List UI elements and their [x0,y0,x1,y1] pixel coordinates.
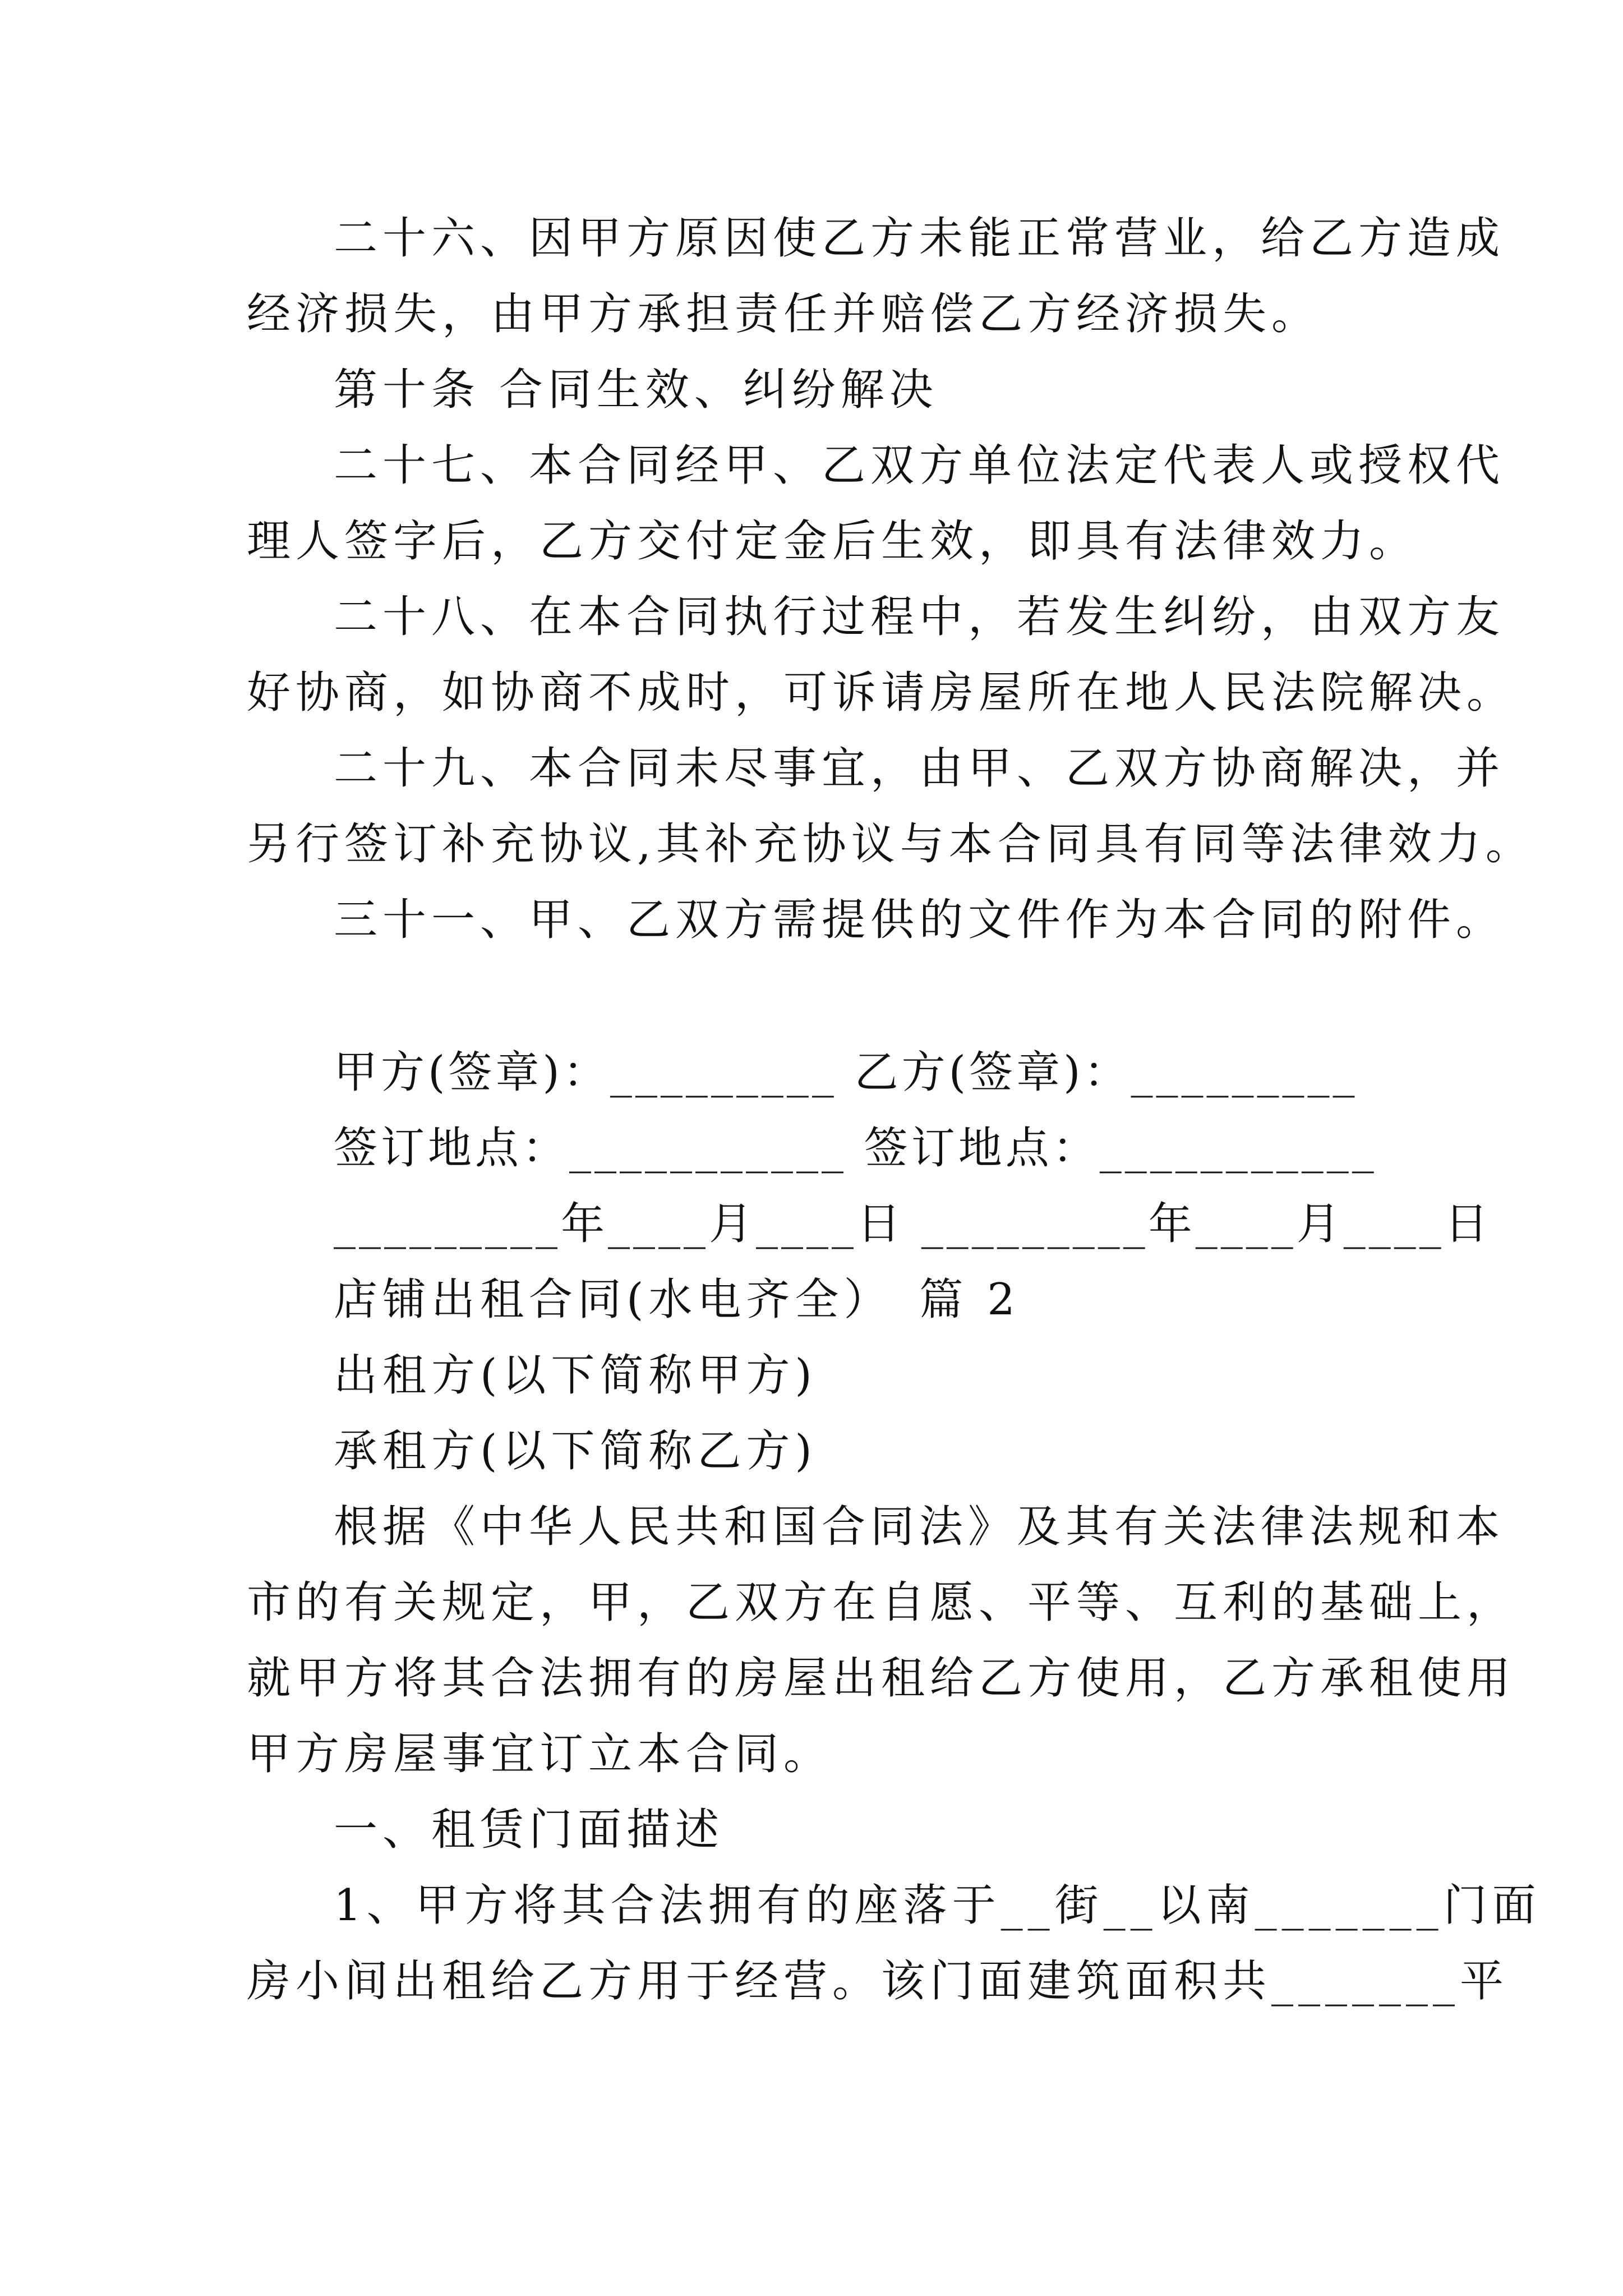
lessor-line: 出租方(以下简称甲方) [334,1350,817,1401]
clause-27-line-1: 二十七、本合同经甲、乙双方单位法定代表人或授权代 [334,440,1505,491]
clause-1-line-1: 1、甲方将其合法拥有的座落于__街__以南_______门面 [334,1880,1541,1931]
signature-place-row: 签订地点：___________ 签订地点：___________ [334,1123,1377,1174]
clause-31-line: 三十一、甲、乙双方需提供的文件作为本合同的附件。 [334,895,1505,945]
preamble-line-3: 就甲方将其合法拥有的房屋出租给乙方使用，乙方承租使用 [247,1653,1516,1704]
lease-description-heading: 一、租赁门面描述 [334,1805,725,1855]
clause-28-line-2: 好协商，如协商不成时，可诉请房屋所在地人民法院解决。 [247,668,1516,718]
signature-date-row: _________年____月____日 _________年____月____日 [334,1199,1492,1249]
preamble-line-2: 市的有关规定，甲，乙双方在自愿、平等、互利的基础上， [247,1577,1516,1628]
clause-26-line-1: 二十六、因甲方原因使乙方未能正常营业，给乙方造成 [334,213,1505,264]
preamble-line-1: 根据《中华人民共和国合同法》及其有关法律法规和本 [334,1502,1505,1552]
clause-29-line-2: 另行签订补充协议,其补充协议与本合同具有同等法律效力。 [247,819,1534,869]
clause-26-line-2: 经济损失，由甲方承担责任并赔偿乙方经济损失。 [247,289,1321,339]
section-2-title: 店铺出租合同(水电齐全） 篇 2 [334,1274,1020,1325]
clause-29-line-1: 二十九、本合同未尽事宜，由甲、乙双方协商解决，并 [334,743,1505,794]
clause-28-line-1: 二十八、在本合同执行过程中，若发生纠纷，由双方友 [334,592,1505,642]
clause-27-line-2: 理人签字后，乙方交付定金后生效，即具有法律效力。 [247,516,1418,567]
article-10-heading: 第十条 合同生效、纠纷解决 [334,365,938,415]
clause-1-line-2: 房小间出租给乙方用于经营。该门面建筑面积共_______平 [247,1956,1509,2007]
lessee-line: 承租方(以下简称乙方) [334,1426,817,1476]
signature-party-row: 甲方(签章)：_________ 乙方(签章)：_________ [334,1047,1358,1098]
preamble-line-4: 甲方房屋事宜订立本合同。 [247,1729,833,1779]
